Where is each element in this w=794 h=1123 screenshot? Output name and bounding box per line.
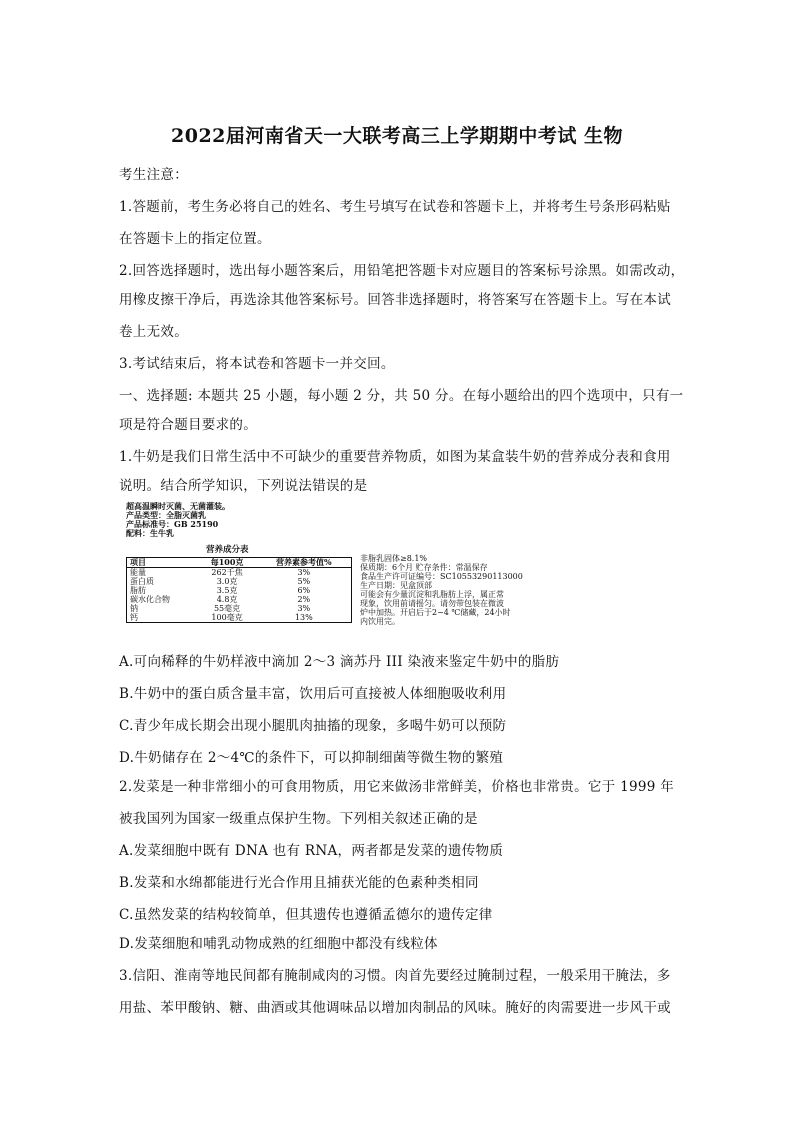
table-cell: 55毫克 <box>213 604 241 613</box>
table-cell: 脂肪 <box>130 586 146 595</box>
label-line: 产品类型：全脂灭菌乳 <box>126 510 206 520</box>
label-line: 生产日期：见盒顶部 <box>360 581 432 590</box>
label-line: 配料：生牛乳 <box>126 528 174 538</box>
question-2-stem: 2.发菜是一种非常细小的可食用物质，用它来做汤非常鲜美，价格也非常贵。它于 1999 年 <box>119 779 675 795</box>
table-row <box>127 595 352 604</box>
table-cell: 3% <box>297 604 311 613</box>
notice-line: 1.答题前，考生务必将自己的姓名、考生号填写在试卷和答题卡上，并将考生号条形码粘贴 <box>119 199 671 215</box>
table-cell: 能量 <box>130 568 146 577</box>
table-row <box>127 613 352 623</box>
table-row <box>127 568 352 578</box>
question-3-stem: 用盐、苯甲酸钠、糖、曲酒或其他调味品以增加肉制品的风味。腌好的肉需要进一步风干或 <box>119 1000 671 1016</box>
label-line: 内饮用完。 <box>360 617 400 626</box>
notice-line: 用橡皮擦干净后，再选涂其他答案标号。回答非选择题时，将答案写在答题卡上。写在本试 <box>119 292 671 308</box>
question-2-option-b: B.发菜和水绵都能进行光合作用且捕获光能的色素种类相同 <box>119 875 479 891</box>
table-cell: 碳水化合物 <box>130 595 170 604</box>
label-line: 可能会有少量沉淀和乳脂肪上浮，属正常 <box>360 590 504 599</box>
page-title: 2022届河南省天一大联考高三上学期期中考试 生物 <box>171 125 623 147</box>
nutrition-table-title: 营养成分表 <box>206 545 249 555</box>
table-header: 每100克 <box>198 558 257 568</box>
table-cell: 13% <box>257 613 352 623</box>
label-line: 炉中加热。开启后于2~4 ℃储藏，24小时 <box>360 608 511 617</box>
table-cell: 5% <box>297 577 311 586</box>
question-2-option-d: D.发菜细胞和哺乳动物成熟的红细胞中都没有线粒体 <box>119 936 438 952</box>
label-line: 保质期：6个月 贮存条件：常温保存 <box>360 563 488 572</box>
notice-line: 在答题卡上的指定位置。 <box>119 231 271 247</box>
label-description <box>360 554 564 626</box>
question-1-option-a: A.可向稀释的牛奶样液中滴加 2～3 滴苏丹 III 染液来鉴定牛奶中的脂肪 <box>119 654 560 670</box>
label-line: 食品生产许可证编号：SC10553290113000 <box>360 572 523 581</box>
label-line: 产品标准号：GB 25190 <box>126 519 219 529</box>
table-header: 营养素参考值% <box>257 558 352 568</box>
table-cell: 3.5克 <box>216 586 238 595</box>
section-heading: 一、选择题: 本题共 25 小题，每小题 2 分，共 50 分。在每小题给出的四个选项中，只有一 <box>119 388 684 404</box>
section-heading: 项是符合题目要求的。 <box>119 417 257 433</box>
nutrition-table <box>126 557 352 623</box>
question-2-option-c: C.虽然发菜的结构较简单，但其遗传也遵循孟德尔的遗传定律 <box>119 907 493 923</box>
label-line: 超高温瞬时灭菌、无菌灌装。 <box>126 501 230 511</box>
question-1-stem: 1.牛奶是我们日常生活中不可缺少的重要营养物质，如图为某盒装牛奶的营养成分表和食用 <box>119 449 671 465</box>
table-cell: 钠 <box>130 604 138 613</box>
table-cell: 4.8克 <box>216 595 238 604</box>
table-cell: 3.0克 <box>216 577 238 586</box>
table-cell: 3% <box>297 568 311 577</box>
table-cell: 钙 <box>127 613 198 623</box>
notice-line: 3.考试结束后，将本试卷和答题卡一并交回。 <box>119 356 395 372</box>
question-3-stem: 3.信阳、淮南等地民间都有腌制咸肉的习惯。肉首先要经过腌制过程，一般采用干腌法，多 <box>119 968 671 984</box>
milk-label-figure <box>124 502 564 644</box>
label-line: 非脂乳固体≥8.1% <box>360 554 428 563</box>
table-cell: 蛋白质 <box>130 577 154 586</box>
table-row <box>127 577 352 586</box>
question-2-option-a: A.发菜细胞中既有 DNA 也有 RNA，两者都是发菜的遗传物质 <box>119 843 504 859</box>
question-1-option-d: D.牛奶储存在 2～4℃的条件下，可以抑制细菌等微生物的繁殖 <box>119 750 504 766</box>
notice-line: 卷上无效。 <box>119 324 188 340</box>
table-row <box>127 586 352 595</box>
table-row <box>127 604 352 613</box>
question-2-stem: 被我国列为国家一级重点保护生物。下列相关叙述正确的是 <box>119 811 478 827</box>
table-cell: 262千焦 <box>211 568 243 577</box>
question-1-option-b: B.牛奶中的蛋白质含量丰富，饮用后可直接被人体细胞吸收利用 <box>119 686 507 702</box>
question-1-stem: 说明。结合所学知识，下列说法错误的是 <box>119 478 368 494</box>
question-1-option-c: C.青少年成长期会出现小腿肌肉抽搐的现象，多喝牛奶可以预防 <box>119 718 507 734</box>
table-cell: 6% <box>297 586 311 595</box>
label-header <box>126 502 230 538</box>
table-header: 项目 <box>127 558 198 568</box>
notice-heading: 考生注意： <box>119 167 188 183</box>
label-line: 现象，饮用前请摇匀。请勿带包装在微波 <box>360 599 504 608</box>
table-cell: 2% <box>297 595 311 604</box>
notice-line: 2.回答选择题时，选出每小题答案后，用铅笔把答题卡对应题目的答案标号涂黑。如需改动， <box>119 263 685 279</box>
table-cell: 100毫克 <box>198 613 257 623</box>
